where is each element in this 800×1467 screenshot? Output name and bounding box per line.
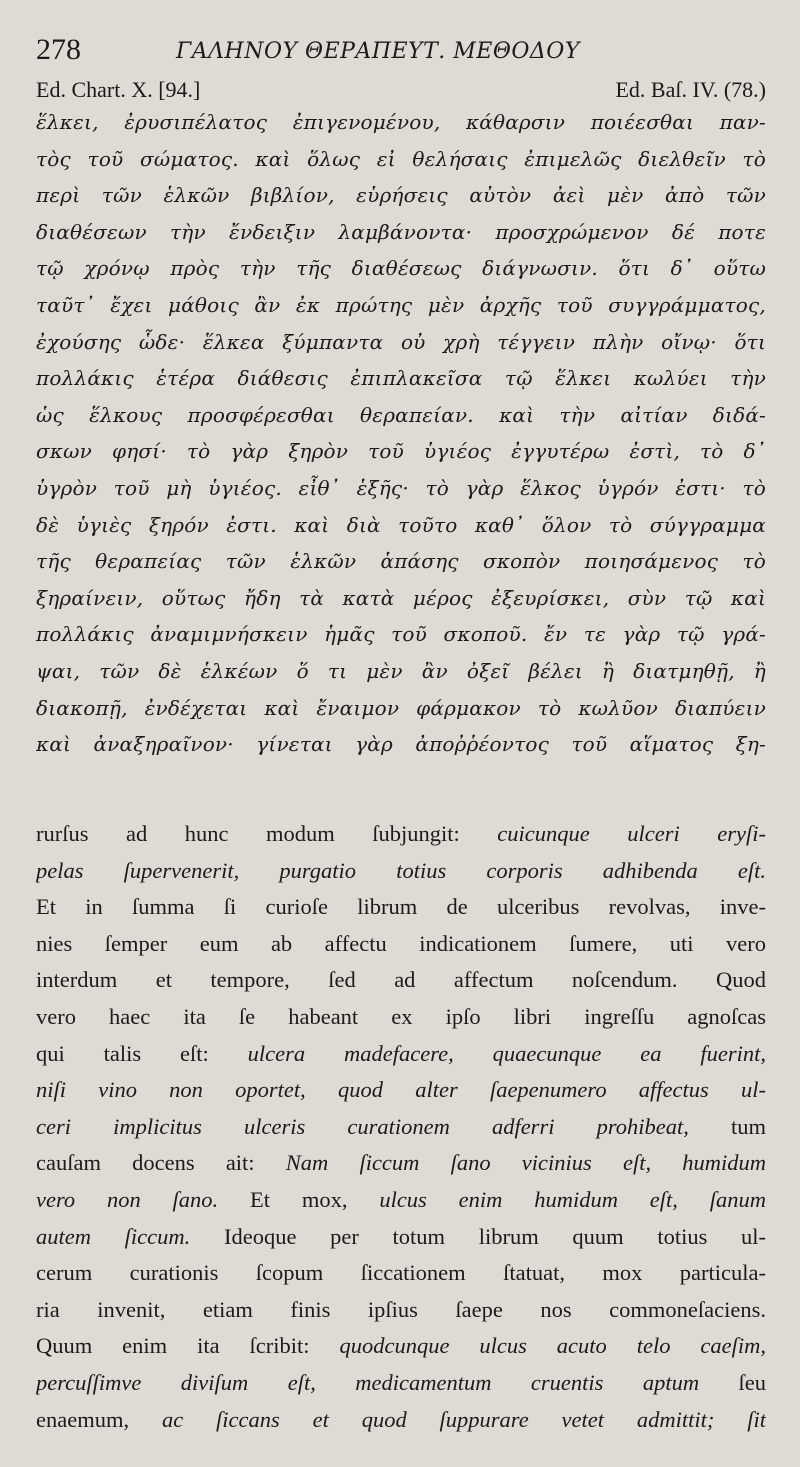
latin-text-line [36, 853, 766, 890]
greek-text-line: διακοπῇ, ἐνδέχεται καὶ ἔναιμον φάρμακον τὸ κωλῦον διαπύειν [36, 695, 766, 720]
latin-text-line [36, 1182, 766, 1219]
latin-text-line [36, 1255, 766, 1292]
text-segment: nies ſemper eum ab affectu indicationem ſumere, uti vero [36, 930, 766, 956]
greek-text-line: ἕλκει, ἐρυσιπέλατος ἐπιγενομένου, κάθαρσιν ποιέεσθαι παν- [36, 110, 766, 134]
italic-quotation: Nam ſiccum ſano vicinius eſt, humidum [285, 1150, 766, 1176]
latin-text-line [36, 1328, 766, 1365]
greek-text-line: ξηραίνειν, οὕτως ἤδη τὰ κατὰ μέρος ἐξευρίσκει, σὺν τῷ καὶ [36, 585, 766, 610]
greek-text-line: ἐχούσης ὧδε· ἕλκεα ξύμπαντα οὐ χρὴ τέγγειν πλὴν οἴνῳ· ὅτι [36, 329, 766, 354]
greek-text-line: τὸς τοῦ σώματος. καὶ ὅλως εἰ θελήσαις ἐπιμελῶς διελθεῖν τὸ [36, 146, 766, 171]
latin-text-line [36, 816, 766, 853]
running-head [36, 30, 766, 70]
italic-quotation: cuicunque ulceri eryſi- [497, 821, 766, 846]
text-segment: vero haec ita ſe habeant ex ipſo libri ingreſſu agnoſcas [36, 1003, 766, 1029]
text-segment [714, 1407, 747, 1432]
greek-text-line: ψαι, τῶν δὲ ἑλκέων ὅ τι μὲν ἂν ὀξεῖ βέλει ἢ διατμηθῇ, ἢ [36, 658, 766, 683]
italic-quotation: vero non ſano. [36, 1186, 219, 1212]
greek-text-line: διαθέσεων τὴν ἔνδειξιν λαμβάνοντα· προσχρώμενον δέ ποτε [36, 219, 766, 244]
greek-text-line: ταῦτ᾽ ἔχει μάθοις ἂν ἐκ πρώτης μὲν ἀρχῆς τοῦ συγγράμματος, [36, 292, 766, 317]
italic-quotation: ſit [747, 1406, 766, 1432]
italic-quotation: ulcera madefacere, quaecunque ea fuerint, [247, 1040, 766, 1066]
greek-text-line: δὲ ὑγιὲς ξηρόν ἐστι. καὶ διὰ τοῦτο καθ᾽ ὅλον τὸ σύγγραμμα [36, 512, 766, 537]
text-segment: Et mox, [218, 1186, 380, 1212]
italic-quotation: ceri implicitus ulceris curationem adferri prohibeat, [36, 1113, 689, 1139]
text-segment: qui talis eſt: [36, 1040, 248, 1066]
text-segment: rurſus ad hunc modum ſubjungit: [36, 821, 498, 846]
text-segment: interdum et tempore, ſed ad affectum noſcendum. Quod [36, 967, 766, 993]
greek-text-line: περὶ τῶν ἑλκῶν βιβλίον, εὑρήσεις αὐτὸν ἀεὶ μὲν ἀπὸ τῶν [36, 183, 766, 208]
latin-text [36, 816, 766, 1438]
text-segment: tum [688, 1113, 766, 1139]
greek-text-line: ὡς ἕλκους προσφέρεσθαι θεραπείαν. καὶ τὴν αἰτίαν διδά- [36, 402, 766, 427]
greek-text-line: σκων φησί· τὸ γὰρ ξηρὸν τοῦ ὑγιέος ἐγγυτέρω ἐστὶ, τὸ δ᾽ [36, 439, 766, 464]
text-segment: ſeu [699, 1369, 766, 1395]
italic-quotation: pelas ſupervenerit, purgatio totius corporis adhibenda eſt. [36, 857, 766, 883]
latin-text-line [36, 1145, 766, 1182]
latin-text-line [36, 962, 766, 999]
latin-text-line [36, 1292, 766, 1329]
text-segment: enaemum, [36, 1406, 162, 1432]
greek-text-line: καὶ ἀναξηραῖνον· γίνεται γὰρ ἀποῤῥέοντος τοῦ αἵματος ξη- [36, 732, 766, 757]
page-number: 278 [36, 33, 81, 66]
text-segment: Ideoque per totum librum quum totius ul- [190, 1223, 766, 1249]
text-segment: cerum curationis ſcopum ſiccationem ſtatuat, mox particula- [36, 1260, 766, 1286]
latin-text-line [36, 1219, 766, 1256]
text-segment: Quum enim ita ſcribit: [36, 1333, 340, 1359]
greek-text-line: πολλάκις ἑτέρα διάθεσις ἐπιπλακεῖσα τῷ ἕλκει κωλύει τὴν [36, 366, 766, 391]
running-title: ΓΑΛΗΝΟΥ ΘΕΡΑΠΕΥΤ. ΜΕΘΟΔΟΥ [176, 39, 580, 64]
italic-quotation: niſi vino non oportet, quod alter ſaepenumero affectus ul- [36, 1077, 766, 1103]
text-segment: ria invenit, etiam finis ipſius ſaepe nos commoneſaciens. [36, 1296, 766, 1322]
text-segment: cauſam docens ait: [36, 1150, 286, 1176]
latin-text-line [36, 1365, 766, 1402]
edition-reference-chart: Ed. Chart. X. [94.] [36, 77, 201, 102]
latin-text-line [36, 1402, 766, 1439]
italic-quotation: ulcus enim humidum eſt, ſanum [379, 1186, 766, 1212]
italic-quotation: percuſſimve diviſum eſt, medicamentum cruentis aptum [36, 1369, 700, 1395]
italic-quotation: autem ſiccum. [36, 1223, 191, 1249]
latin-text-line [36, 1072, 766, 1109]
latin-text-line [36, 926, 766, 963]
greek-text-line: τῆς θεραπείας τῶν ἑλκῶν ἁπάσης σκοπὸν ποιησάμενος τὸ [36, 549, 766, 574]
greek-text-line: ὑγρὸν τοῦ μὴ ὑγιέος. εἶθ᾽ ἑξῆς· τὸ γὰρ ἕλκος ὑγρόν ἐστι· τὸ [36, 475, 766, 500]
greek-text [36, 104, 766, 763]
edition-reference-basel: Ed. Baſ. IV. (78.) [615, 77, 766, 102]
italic-quotation: quodcunque ulcus acuto telo caeſim, [339, 1333, 766, 1359]
latin-text-line [36, 889, 766, 926]
edition-references [36, 74, 766, 106]
text-segment: Et in ſumma ſi curioſe librum de ulceribus revolvas, inve- [36, 894, 766, 920]
latin-text-line [36, 1109, 766, 1146]
italic-quotation: ac ſiccans et quod ſuppurare vetet admittit; [161, 1406, 715, 1432]
greek-text-line: τῷ χρόνῳ πρὸς τὴν τῆς διαθέσεως διάγνωσιν. ὅτι δ᾽ οὕτω [36, 256, 766, 281]
latin-text-line [36, 999, 766, 1036]
latin-text-line [36, 1036, 766, 1073]
greek-text-line: πολλάκις ἀναμιμνήσκειν ἡμᾶς τοῦ σκοποῦ. ἔν τε γὰρ τῷ γρά- [36, 622, 766, 647]
